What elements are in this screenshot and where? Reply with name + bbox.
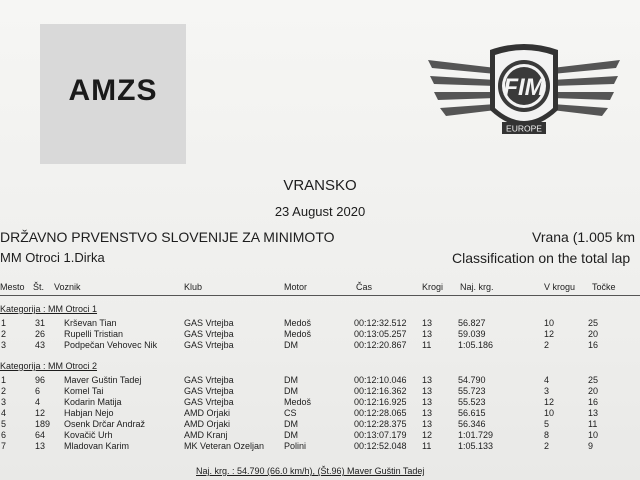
- cell-vkrogu: 10: [544, 318, 555, 328]
- category-title: Kategorija : MM Otroci 2: [0, 361, 98, 371]
- cell-st: 26: [35, 329, 46, 339]
- amzs-logo-text: AMZS: [68, 74, 158, 107]
- fim-logo-subtext: EUROPE: [506, 123, 542, 134]
- cell-krogi: 11: [422, 340, 432, 350]
- cell-tocke: 11: [588, 419, 598, 429]
- cell-klub: GAS Vrtejba: [184, 397, 234, 407]
- cell-naj: 1:05.186: [458, 340, 494, 350]
- classification-type: Classification on the total lap: [452, 250, 631, 266]
- cell-tocke: 16: [588, 397, 599, 407]
- cell-vkrogu: 4: [544, 375, 550, 385]
- cell-naj: 56.827: [458, 318, 486, 328]
- cell-mesto: 7: [1, 441, 7, 451]
- cell-tocke: 20: [588, 329, 599, 339]
- cell-naj: 55.523: [458, 397, 486, 407]
- cell-klub: GAS Vrtejba: [184, 318, 234, 328]
- cell-motor: Medoš: [284, 397, 312, 407]
- fim-europe-logo: [424, 40, 624, 150]
- cell-st: 4: [35, 397, 41, 407]
- cell-naj: 1:05.133: [458, 441, 494, 451]
- cell-voznik: Kovačič Urh: [64, 430, 113, 440]
- cell-motor: DM: [284, 386, 298, 396]
- cell-naj: 55.723: [458, 386, 486, 396]
- cell-klub: GAS Vrtejba: [184, 386, 234, 396]
- cell-st: 31: [35, 318, 46, 328]
- cell-motor: DM: [284, 419, 298, 429]
- cell-cas: 00:12:52.048: [354, 441, 407, 451]
- cell-mesto: 2: [1, 329, 7, 339]
- cell-klub: AMD Kranj: [184, 430, 228, 440]
- category-title: Kategorija : MM Otroci 1: [0, 304, 98, 314]
- cell-vkrogu: 5: [544, 419, 550, 429]
- cell-voznik: Mladovan Karim: [64, 441, 130, 451]
- header-cas: Čas: [356, 282, 373, 292]
- cell-tocke: 9: [588, 441, 594, 451]
- cell-cas: 00:12:28.375: [354, 419, 407, 429]
- cell-voznik: Podpečan Vehovec Nik: [64, 340, 158, 350]
- cell-naj: 59.039: [458, 329, 486, 339]
- cell-st: 189: [35, 419, 51, 429]
- cell-cas: 00:13:07.179: [354, 430, 407, 440]
- cell-motor: DM: [284, 430, 298, 440]
- cell-voznik: Kodarin Matija: [64, 397, 122, 407]
- cell-krogi: 13: [422, 318, 433, 328]
- cell-krogi: 13: [422, 375, 433, 385]
- cell-vkrogu: 2: [544, 441, 550, 451]
- cell-cas: 00:12:20.867: [354, 340, 407, 350]
- cell-vkrogu: 8: [544, 430, 550, 440]
- track-info: Vrana (1.005 km: [532, 229, 635, 245]
- cell-motor: DM: [284, 375, 298, 385]
- event-venue: VRANSKO: [283, 177, 357, 194]
- cell-vkrogu: 12: [544, 329, 555, 339]
- header-divider: [0, 295, 640, 296]
- cell-voznik: Osenk Drčar Andraž: [64, 419, 146, 429]
- cell-naj: 54.790: [458, 375, 486, 385]
- cell-krogi: 13: [422, 419, 433, 429]
- header-mesto: Mesto: [0, 282, 25, 292]
- cell-klub: GAS Vrtejba: [184, 375, 234, 385]
- cell-klub: AMD Orjaki: [184, 419, 231, 429]
- cell-tocke: 25: [588, 375, 599, 385]
- cell-vkrogu: 2: [544, 340, 550, 350]
- cell-klub: AMD Orjaki: [184, 408, 231, 418]
- header-v-krogu: V krogu: [544, 282, 576, 292]
- cell-krogi: 13: [422, 386, 433, 396]
- cell-krogi: 13: [422, 329, 433, 339]
- cell-st: 64: [35, 430, 46, 440]
- cell-mesto: 6: [1, 430, 7, 440]
- header-klub: Klub: [184, 282, 203, 292]
- cell-motor: DM: [284, 340, 298, 350]
- cell-cas: 00:12:28.065: [354, 408, 407, 418]
- cell-mesto: 4: [1, 408, 7, 418]
- cell-vkrogu: 3: [544, 386, 550, 396]
- cell-tocke: 25: [588, 318, 599, 328]
- header-tocke: Točke: [592, 282, 616, 292]
- cell-cas: 00:12:16.925: [354, 397, 407, 407]
- cell-cas: 00:12:32.512: [354, 318, 407, 328]
- cell-motor: Polini: [284, 441, 307, 451]
- cell-mesto: 1: [1, 318, 7, 328]
- cell-voznik: Maver Guštin Tadej: [64, 375, 142, 385]
- cell-krogi: 13: [422, 397, 433, 407]
- event-date: 23 August 2020: [274, 204, 366, 219]
- cell-klub: MK Veteran Ozeljan: [184, 441, 265, 451]
- cell-mesto: 2: [1, 386, 7, 396]
- cell-st: 12: [35, 408, 46, 418]
- race-name: MM Otroci 1.Dirka: [0, 250, 105, 265]
- cell-st: 43: [35, 340, 46, 350]
- header-naj-krg: Naj. krg.: [460, 282, 494, 292]
- cell-voznik: Krševan Tian: [64, 318, 117, 328]
- cell-voznik: Komel Tai: [64, 386, 104, 396]
- cell-motor: Medoš: [284, 329, 312, 339]
- cell-vkrogu: 10: [544, 408, 555, 418]
- cell-motor: Medoš: [284, 318, 312, 328]
- cell-krogi: 12: [422, 430, 433, 440]
- cell-klub: GAS Vrtejba: [184, 340, 234, 350]
- header-voznik: Voznik: [54, 282, 81, 292]
- cell-mesto: 3: [1, 397, 7, 407]
- header-motor: Motor: [284, 282, 308, 292]
- cell-mesto: 5: [1, 419, 7, 429]
- cell-naj: 1:01.729: [458, 430, 494, 440]
- cell-st: 13: [35, 441, 46, 451]
- fastest-lap-note: Naj. krg. : 54.790 (66.0 km/h), (Št.96) Maver Guštin Tadej: [196, 466, 425, 476]
- cell-tocke: 16: [588, 340, 599, 350]
- cell-voznik: Rupelli Tristian: [64, 329, 124, 339]
- cell-st: 96: [35, 375, 46, 385]
- fim-logo-text: FIM: [503, 74, 545, 101]
- cell-naj: 56.615: [458, 408, 486, 418]
- cell-motor: CS: [284, 408, 297, 418]
- cell-krogi: 11: [422, 441, 432, 451]
- header-krogi: Krogi: [422, 282, 444, 292]
- cell-tocke: 20: [588, 386, 599, 396]
- cell-klub: GAS Vrtejba: [184, 329, 234, 339]
- cell-naj: 56.346: [458, 419, 486, 429]
- cell-st: 6: [35, 386, 41, 396]
- cell-mesto: 3: [1, 340, 7, 350]
- cell-krogi: 13: [422, 408, 433, 418]
- cell-mesto: 1: [1, 375, 7, 385]
- amzs-logo: [40, 24, 186, 164]
- championship-title: DRŽAVNO PRVENSTVO SLOVENIJE ZA MINIMOTO: [0, 229, 335, 245]
- cell-vkrogu: 12: [544, 397, 555, 407]
- cell-tocke: 10: [588, 430, 599, 440]
- cell-tocke: 13: [588, 408, 599, 418]
- cell-cas: 00:13:05.257: [354, 329, 407, 339]
- cell-cas: 00:12:10.046: [354, 375, 407, 385]
- header-st: Št.: [33, 282, 45, 292]
- cell-cas: 00:12:16.362: [354, 386, 407, 396]
- cell-voznik: Habjan Nejo: [64, 408, 114, 418]
